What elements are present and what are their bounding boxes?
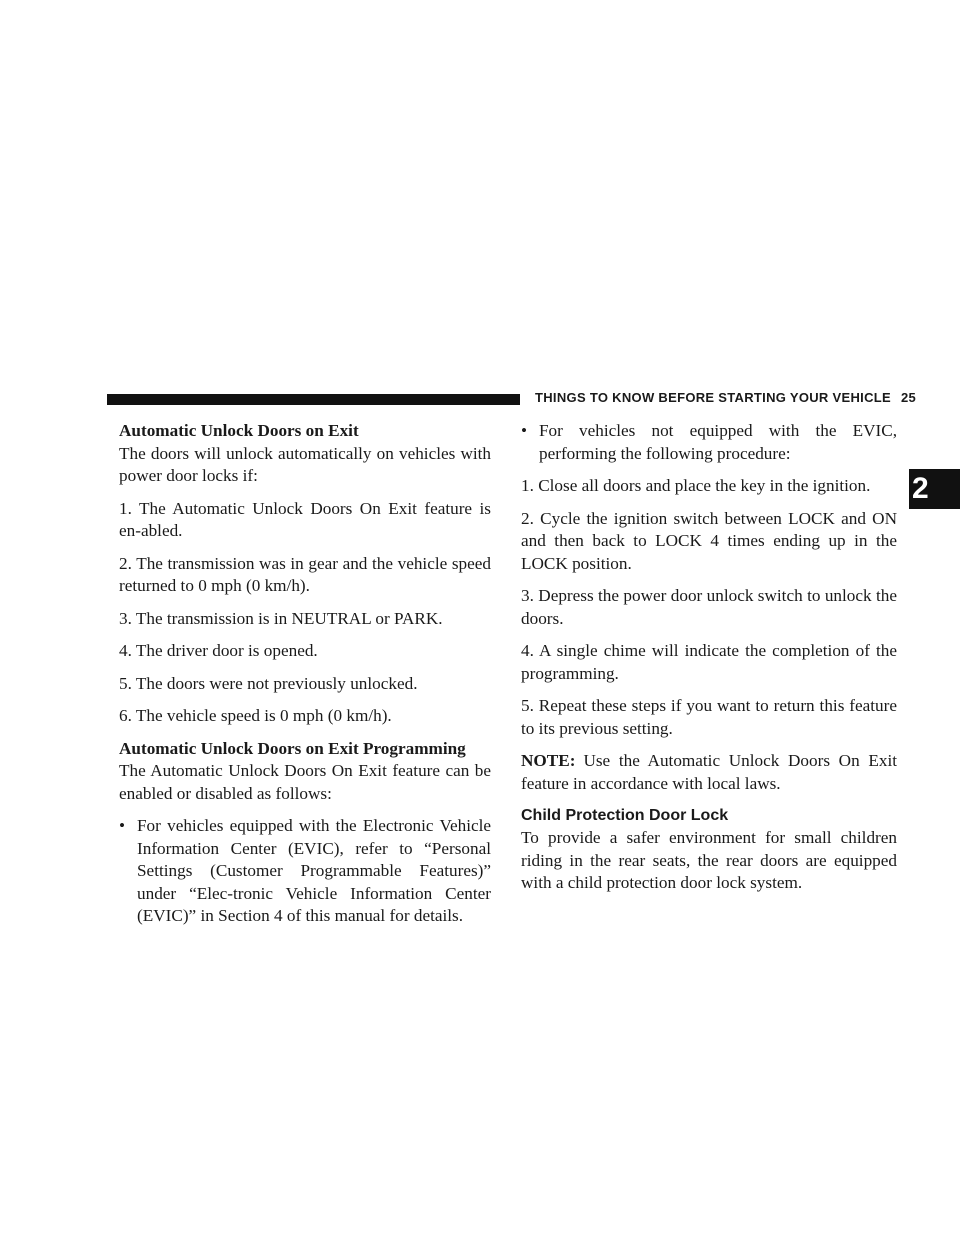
step-3: 3. Depress the power door unlock switch to unlock the doors. [521, 586, 897, 628]
condition-2: 2. The transmission was in gear and the vehicle speed returned to 0 mph (0 km/h). [119, 553, 491, 595]
condition-1: 1. The Automatic Unlock Doors On Exit feature is en-abled. [119, 498, 491, 540]
page-number: 25 [900, 390, 917, 405]
right-column [521, 420, 897, 905]
programming-intro: The Automatic Unlock Doors On Exit feature can be enabled or disabled as follows: [119, 761, 491, 803]
running-header [535, 390, 916, 405]
bullet-text: For vehicles not equipped with the EVIC, performing the following procedure: [539, 421, 897, 463]
condition-6: 6. The vehicle speed is 0 mph (0 km/h). [119, 706, 392, 725]
step-1: 1. Close all doors and place the key in the ignition. [521, 476, 871, 495]
bullet-icon: • [119, 816, 126, 835]
left-column [119, 420, 491, 938]
condition-3: 3. The transmission is in NEUTRAL or PARK. [119, 608, 443, 628]
bullet-text: For vehicles equipped with the Electronic Vehicle Information Center (EVIC), refer to “Personal Settings (Customer Programmable Features)” under “Elec-tronic Vehicle Information Center (EVIC)” in Section 4 of this manual for details. [137, 816, 491, 925]
bullet-not-evic [521, 420, 897, 465]
header-rule [107, 394, 520, 405]
intro-paragraph: The doors will unlock automatically on vehicles with power door locks if: [119, 443, 491, 485]
chapter-tab: 2 [909, 469, 960, 509]
note-paragraph [521, 750, 897, 795]
step-2: 2. Cycle the ignition switch between LOCK and ON and then back to LOCK 4 times ending up in the LOCK position. [521, 508, 897, 573]
condition-4: 4. The driver door is opened. [119, 641, 318, 660]
step-4: 4. A single chime will indicate the completion of the programming. [521, 641, 897, 683]
heading-unlock-on-exit: Automatic Unlock Doors on Exit [119, 421, 359, 440]
heading-child-protection: Child Protection Door Lock [521, 807, 729, 824]
heading-programming: Automatic Unlock Doors on Exit Programming [119, 738, 466, 758]
bullet-evic-equipped [119, 815, 491, 928]
condition-5: 5. The doors were not previously unlocked. [119, 673, 418, 693]
note-label: NOTE: [521, 751, 576, 770]
bullet-icon: • [521, 421, 528, 440]
child-protection-text: To provide a safer environment for small children riding in the rear seats, the rear doors are equipped with a child protection door lock system. [521, 828, 897, 892]
note-text: Use the Automatic Unlock Doors On Exit feature in accordance with local laws. [521, 751, 897, 793]
step-5: 5. Repeat these steps if you want to return this feature to its previous setting. [521, 696, 897, 738]
section-title: THINGS TO KNOW BEFORE STARTING YOUR VEHICLE [535, 390, 891, 405]
